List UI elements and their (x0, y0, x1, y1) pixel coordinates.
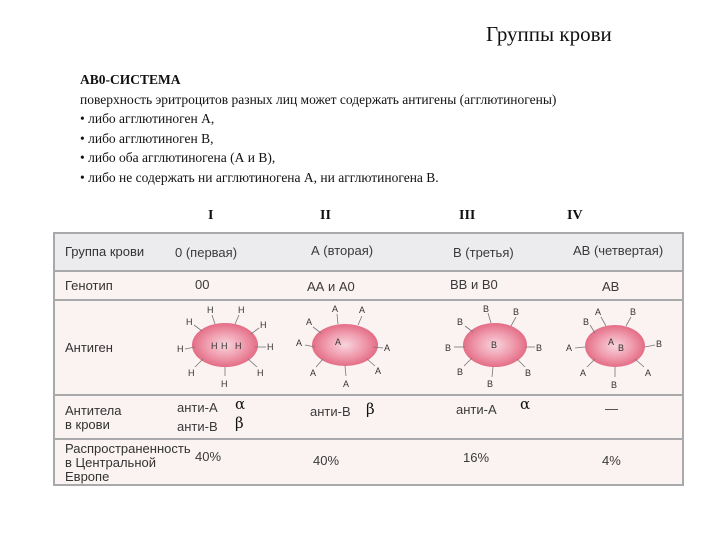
genotype-2: АА и А0 (307, 279, 355, 294)
antigen-b-label: В (483, 304, 490, 314)
antigen-a-label: А (580, 368, 587, 378)
prevalence-2: 40% (313, 453, 340, 468)
roman-numeral-4: IV (567, 208, 583, 223)
table-frame (53, 232, 684, 486)
intro-line: • либо оба агглютиногена (А и В), (80, 150, 276, 165)
antigen-b-label: В (491, 340, 498, 350)
antigen-b-label: В (445, 343, 452, 353)
prevalence-3: 16% (463, 450, 490, 465)
label-antibodies-line2: в крови (65, 417, 110, 432)
group-3: В (третья) (453, 245, 514, 260)
intro-line: • либо агглютиноген В, (80, 130, 214, 146)
antigen-a-label: А (566, 343, 573, 353)
antigen-h-label: Н (186, 317, 193, 327)
antigen-a-label: А (310, 368, 317, 378)
row-blood-group (55, 234, 682, 270)
roman-numeral-3: III (459, 208, 476, 223)
antigen-a-label: А (306, 317, 313, 327)
intro-heading: АВ0-СИСТЕМА (80, 72, 181, 87)
beta-symbol: β (366, 400, 375, 418)
alpha-symbol: α (520, 395, 531, 413)
antigen-h-label: Н (207, 305, 214, 315)
group-2: А (вторая) (311, 243, 374, 258)
prevalence-1: 40% (195, 449, 222, 464)
antigen-b-label: В (583, 317, 590, 327)
antigen-a-label: А (296, 338, 303, 348)
row-genotype (55, 270, 682, 299)
erythrocyte-illustrations (55, 301, 682, 394)
label-antigen: Антиген (65, 340, 113, 355)
antigen-b-label: В (630, 307, 637, 317)
antibody-1-anti-b: анти-В (177, 419, 218, 434)
intro-line: поверхность эритроцитов разных лиц может содержать антигены (агглютиногены) (80, 91, 557, 107)
label-blood-group: Группа крови (65, 244, 145, 259)
antigen-a-label: А (608, 337, 615, 347)
alpha-symbol: α (235, 395, 246, 413)
antigen-h-label: Н (188, 368, 195, 378)
antigen-a-label: А (375, 366, 382, 376)
antibody-2: анти-В (310, 404, 351, 419)
antibody-4: — (605, 401, 618, 416)
intro-line: • либо не содержать ни агглютиногена А, ни агглютиногена В. (80, 169, 439, 185)
genotype-1: 00 (195, 277, 210, 292)
erythrocyte-group-b (445, 304, 542, 389)
erythrocyte-group-a (296, 304, 390, 389)
antibody-1-anti-a: анти-А (177, 400, 218, 415)
label-prevalence-line3: Европе (65, 469, 110, 484)
blood-groups-table (53, 232, 684, 486)
label-antibodies-line1: Антитела (65, 403, 122, 418)
antibody-3: анти-А (456, 402, 497, 417)
antigen-a-label: А (384, 343, 391, 353)
erythrocyte-group-ab (566, 307, 662, 390)
beta-symbol: β (235, 414, 244, 432)
antigen-h-label: Н (267, 342, 274, 352)
antigen-h-label: Н (257, 368, 264, 378)
roman-numeral-1: I (208, 208, 214, 223)
erythrocyte-group-0 (177, 305, 274, 389)
row-prevalence (55, 438, 682, 484)
antigen-b-label: В (457, 367, 464, 377)
genotype-4: АВ (602, 279, 620, 294)
antigen-b-label: В (487, 379, 494, 389)
antigen-b-label: В (536, 343, 543, 353)
antigen-a-label: А (359, 305, 366, 315)
antigen-h-label: Н (221, 341, 228, 351)
antigen-b-label: В (656, 339, 663, 349)
antigen-b-label: В (618, 343, 625, 353)
antigen-a-label: А (332, 304, 339, 314)
antigen-h-label: Н (260, 320, 267, 330)
antigen-h-label: Н (238, 305, 245, 315)
label-antibodies (65, 404, 122, 432)
group-1: 0 (первая) (175, 245, 238, 260)
row-antigen (55, 299, 682, 394)
page-title: Группы крови (486, 22, 612, 46)
antigen-a-label: А (595, 307, 602, 317)
antigen-a-label: А (645, 368, 652, 378)
antigen-b-label: В (513, 307, 520, 317)
antigen-b-label: В (457, 317, 464, 327)
row-antibodies (55, 394, 682, 438)
antigen-b-label: В (611, 380, 618, 390)
label-genotype: Генотип (65, 278, 113, 293)
label-prevalence-line1: Распространенность (65, 441, 191, 456)
antigen-h-label: Н (221, 379, 228, 389)
intro-text (80, 70, 680, 187)
antigen-h-label: Н (177, 344, 184, 354)
antigen-h-label: Н (235, 341, 242, 351)
genotype-3: ВВ и В0 (450, 277, 498, 292)
prevalence-4: 4% (602, 453, 621, 468)
antigen-a-label: А (343, 379, 350, 389)
roman-numeral-2: II (320, 208, 331, 223)
label-prevalence-line2: в Центральной (65, 455, 156, 470)
intro-line: • либо агглютиноген А, (80, 111, 215, 126)
antigen-b-label: В (525, 368, 532, 378)
antigen-a-label: А (335, 337, 342, 347)
antigen-h-label: Н (211, 341, 218, 351)
label-prevalence (65, 442, 191, 484)
group-4: АВ (четвертая) (573, 243, 664, 258)
